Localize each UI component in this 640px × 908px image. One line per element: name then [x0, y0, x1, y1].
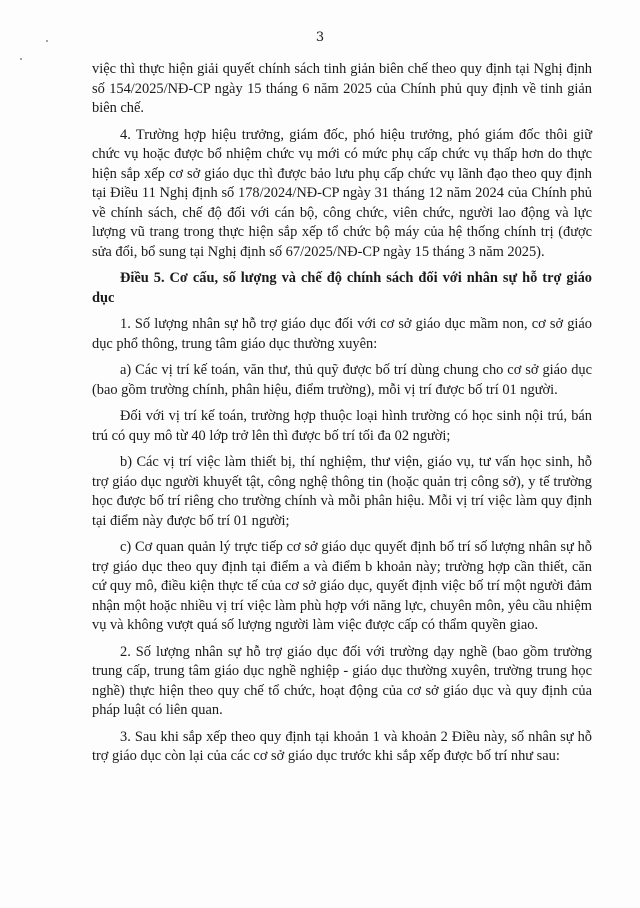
document-body — [92, 60, 592, 774]
scan-speck — [20, 58, 22, 60]
paragraph-point-b: b) Các vị trí việc làm thiết bị, thí nghiệm, thư viện, giáo vụ, tư vấn học sinh, hỗ trợ giáo dục người khuyết tật, công nghệ thông tin (hoặc quản trị công sở), y tế trường học được bố trí riêng cho trường chính và mỗi phân hiệu. Mỗi vị trí việc làm quy định tại điểm này được bố trí 01 người; — [92, 454, 592, 529]
paragraph-point-c: c) Cơ quan quản lý trực tiếp cơ sở giáo dục quyết định bố trí số lượng nhân sự hỗ trợ giáo dục theo quy định tại điểm a và điểm b khoản này; trường hợp cần thiết, căn cứ quy mô, điều kiện thực tế của cơ sở giáo dục, quyết định việc bố trí một người đảm nhận một hoặc nhiều vị trí việc làm phù hợp với năng lực, chuyên môn, yêu cầu nhiệm vụ và không vượt quá số lượng người làm việc được cấp có thẩm quyền giao. — [92, 539, 592, 633]
paragraph-continuation: việc thì thực hiện giải quyết chính sách tinh giản biên chế theo quy định tại Nghị định số 154/2025/NĐ-CP ngày 15 tháng 6 năm 2025 của Chính phủ quy định về tinh giản biên chế. — [92, 61, 592, 116]
paragraph-clause-3: 3. Sau khi sắp xếp theo quy định tại khoản 1 và khoản 2 Điều này, số nhân sự hỗ trợ giáo dục còn lại của các cơ sở giáo dục trước khi sắp xếp được bố trí như sau: — [92, 728, 592, 764]
article-5-heading: Điều 5. Cơ cấu, số lượng và chế độ chính sách đối với nhân sự hỗ trợ giáo dục — [92, 270, 592, 306]
paragraph-clause-4: 4. Trường hợp hiệu trưởng, giám đốc, phó hiệu trưởng, phó giám đốc thôi giữ chức vụ hoặc được bổ nhiệm chức vụ mới có mức phụ cấp chức vụ thấp hơn do thực hiện sắp xếp cơ sở giáo dục thì được bảo lưu phụ cấp chức vụ lãnh đạo theo quy định tại Điều 11 Nghị định số 178/2024/NĐ-CP ngày 31 tháng 12 năm 2024 của Chính phủ về chính sách, chế độ đối với cán bộ, công chức, viên chức, người lao động và lực lượng vũ trang trong thực hiện sắp xếp tổ chức bộ máy của hệ thống chính trị (được sửa đổi, bổ sung tại Nghị định số 67/2025/NĐ-CP ngày 15 tháng 3 năm 2025). — [92, 126, 592, 260]
scan-speck — [46, 40, 48, 42]
paragraph-point-a-accounting: Đối với vị trí kế toán, trường hợp thuộc loại hình trường có học sinh nội trú, bán trú có quy mô từ 40 lớp trở lên thì được bố trí tối đa 02 người; — [92, 408, 592, 444]
paragraph-clause-1: 1. Số lượng nhân sự hỗ trợ giáo dục đối với cơ sở giáo dục mầm non, cơ sở giáo dục phổ thông, trung tâm giáo dục thường xuyên: — [92, 316, 592, 352]
page-number: 3 — [315, 30, 325, 45]
paragraph-point-a: a) Các vị trí kế toán, văn thư, thủ quỹ được bố trí dùng chung cho cơ sở giáo dục (bao gồm trường chính, phân hiệu, điểm trường), mỗi vị trí được bố trí 01 người. — [92, 362, 592, 398]
paragraph-clause-2: 2. Số lượng nhân sự hỗ trợ giáo dục đối với trường dạy nghề (bao gồm trường trung cấp, trung tâm giáo dục nghề nghiệp - giáo dục thường xuyên, trường trung học nghề) thực hiện theo quy chế tổ chức, hoạt động của cơ sở giáo dục và quy định của pháp luật có liên quan. — [92, 643, 592, 718]
